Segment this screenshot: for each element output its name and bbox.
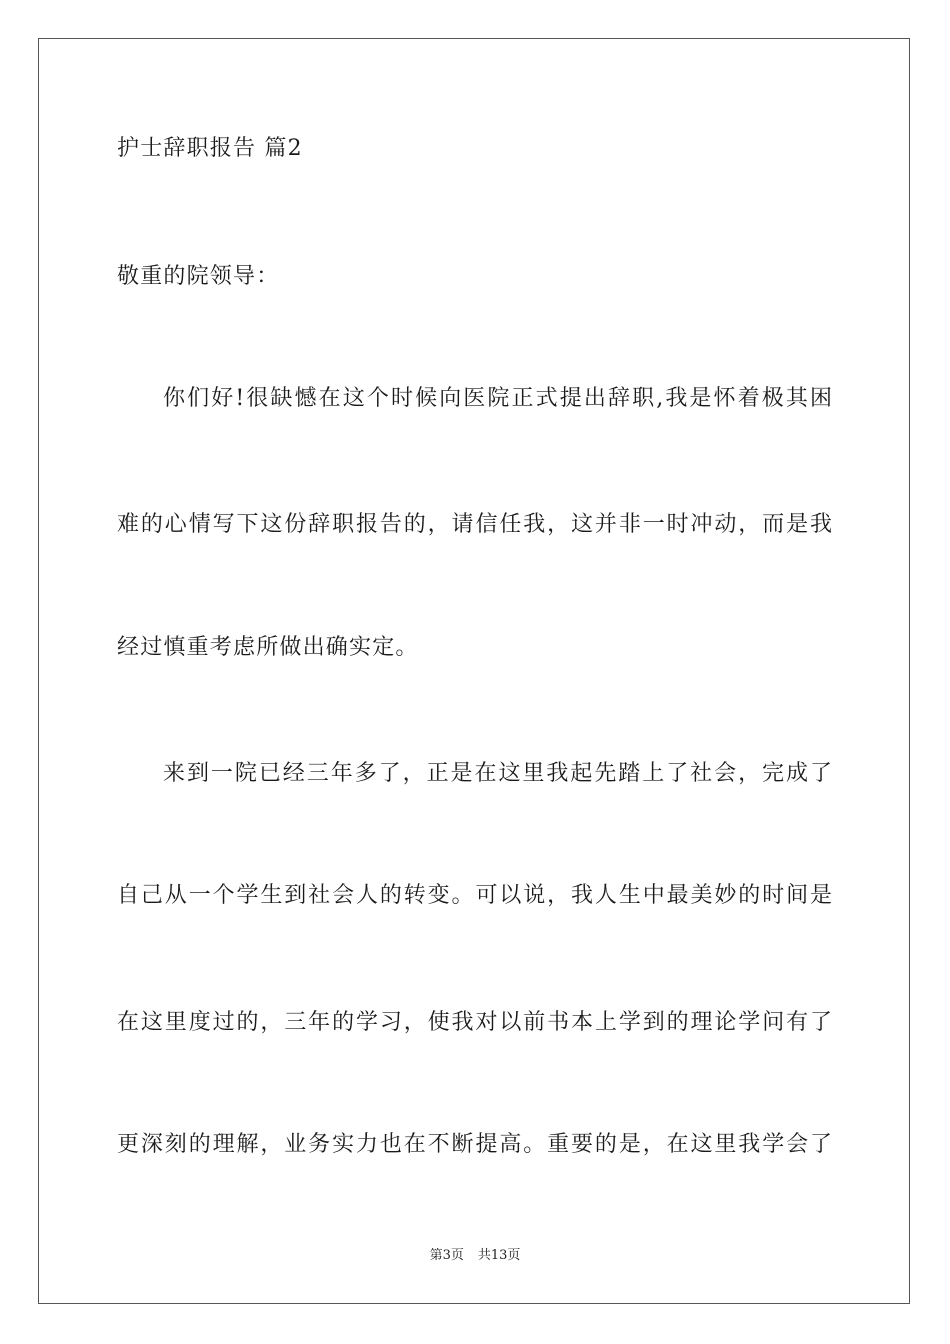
paragraph-1-line-2: 难的心情写下这份辞职报告的，请信任我，这并非一时冲动，而是我 [117, 512, 832, 537]
paragraph-1-line-3: 经过慎重考虑所做出确实定。 [117, 635, 419, 660]
section-title: 护士辞职报告 篇2 [117, 136, 303, 161]
page-number: 第3页 [429, 1248, 464, 1263]
page-footer [0, 1247, 950, 1265]
paragraph-2-line-4: 更深刻的理解，业务实力也在不断提高。重要的是，在这里我学会了 [117, 1132, 832, 1157]
paragraph-1-line-1: 你们好!很缺憾在这个时候向医院正式提出辞职,我是怀着极其困 [163, 386, 832, 411]
page-total: 共13页 [477, 1248, 521, 1263]
paragraph-2-line-1: 来到一院已经三年多了，正是在这里我起先踏上了社会，完成了 [163, 761, 832, 786]
paragraph-2-line-3: 在这里度过的，三年的学习，使我对以前书本上学到的理论学问有了 [117, 1010, 832, 1035]
page-frame [38, 38, 910, 1304]
salutation: 敬重的院领导： [117, 264, 280, 289]
paragraph-2-line-2: 自己从一个学生到社会人的转变。可以说，我人生中最美妙的时间是 [117, 883, 832, 908]
